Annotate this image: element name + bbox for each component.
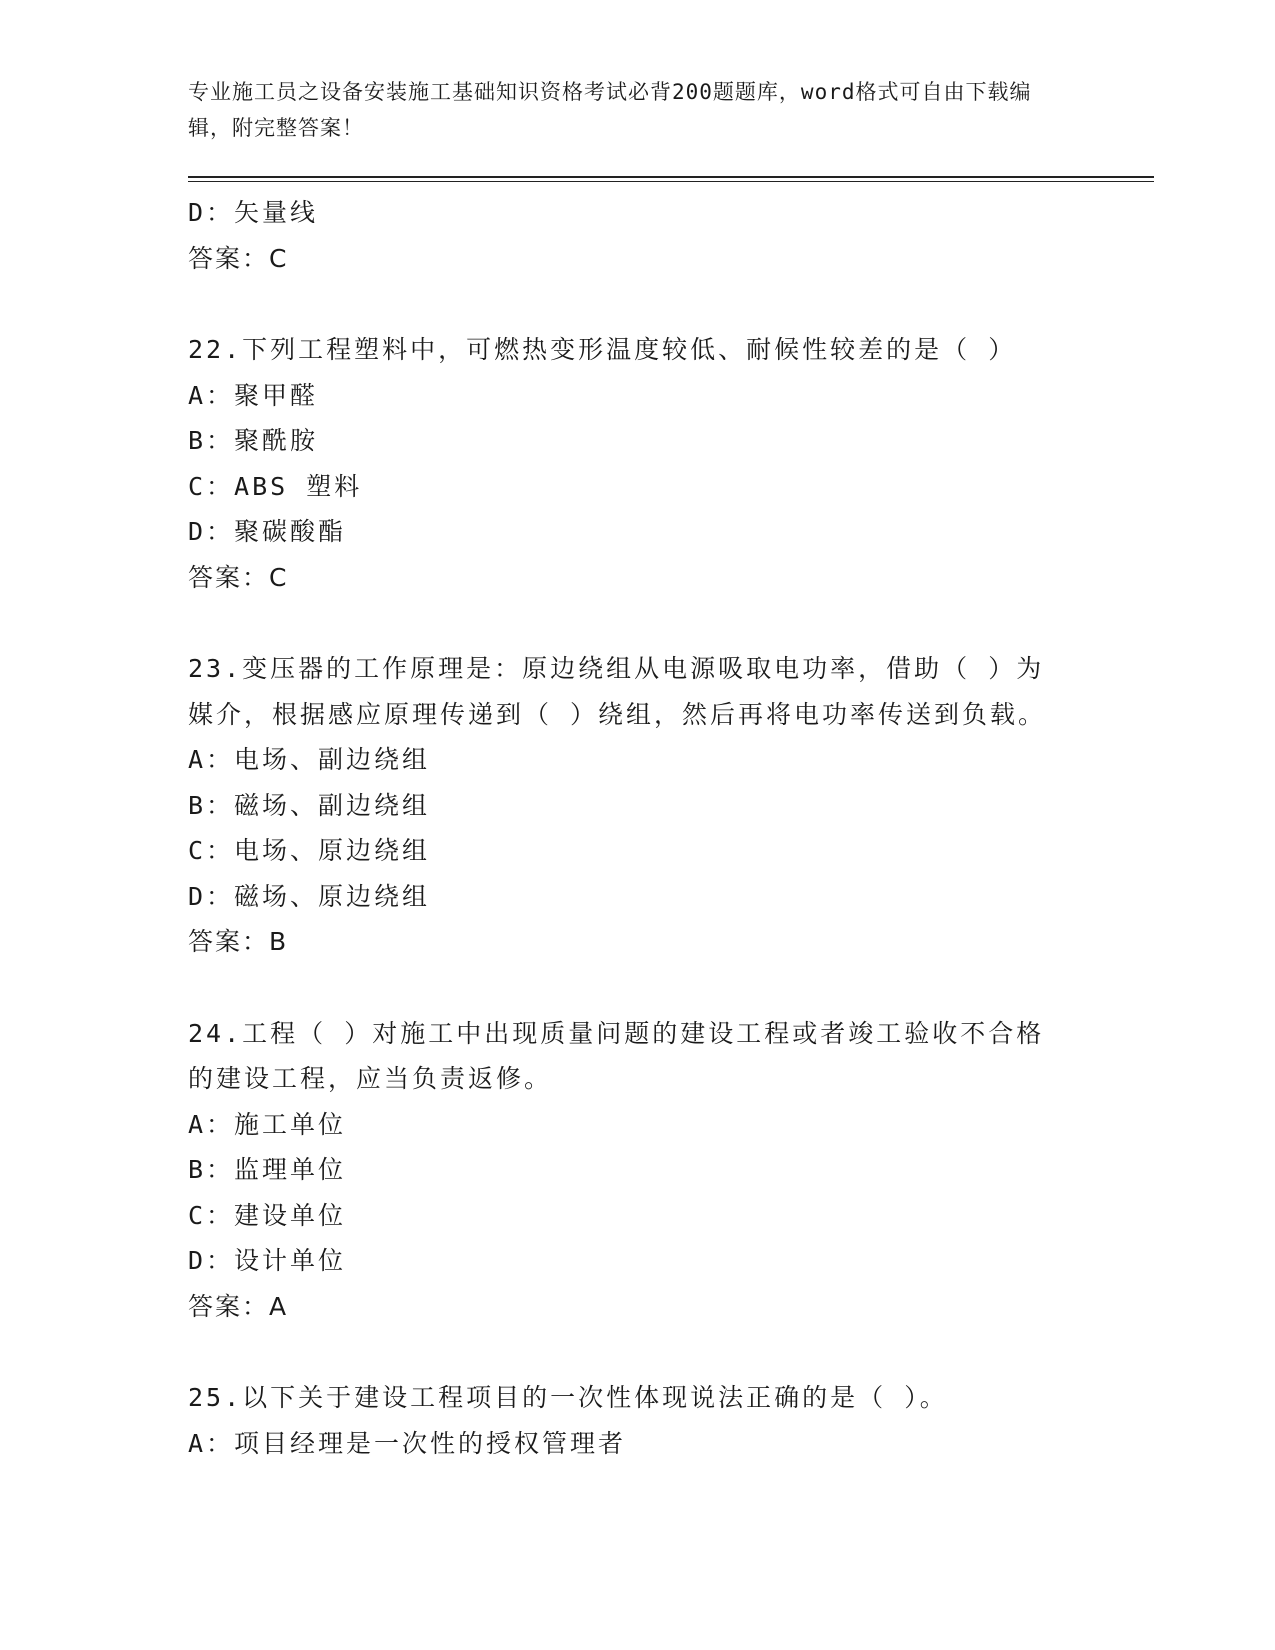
answer-text: 答案：C <box>188 243 289 273</box>
question-spacer <box>188 965 1088 1011</box>
option-c: C：ABS 塑料 <box>188 471 363 501</box>
question-stem: 25.以下关于建设工程项目的一次性体现说法正确的是（ ）。 <box>188 1383 948 1412</box>
answer-text: 答案：A <box>188 1291 289 1321</box>
option-d: D：设计单位 <box>188 1246 347 1275</box>
option-d: D：聚碳酸酯 <box>188 517 347 546</box>
question-23 <box>188 646 1088 965</box>
option-a: A：聚甲醛 <box>188 380 319 410</box>
header-divider <box>188 176 1154 182</box>
option-c: C：电场、原边绕组 <box>188 836 431 865</box>
question-spacer <box>188 600 1088 646</box>
question-24 <box>188 1011 1088 1330</box>
option-b: B：磁场、副边绕组 <box>188 790 431 820</box>
option-a: A：施工单位 <box>188 1109 347 1139</box>
option-d: D：磁场、原边绕组 <box>188 881 431 911</box>
question-stem-line-2: 的建设工程，应当负责返修。 <box>188 1064 553 1093</box>
answer-text: 答案：C <box>188 562 289 592</box>
answer-text: 答案：B <box>188 927 289 956</box>
option-b: B：监理单位 <box>188 1155 347 1184</box>
option-a: A：电场、副边绕组 <box>188 745 431 774</box>
question-stem-line-1: 24.工程（ ）对施工中出现质量问题的建设工程或者竣工验收不合格 <box>188 1018 1045 1048</box>
question-stem: 22.下列工程塑料中，可燃热变形温度较低、耐候性较差的是（ ） <box>188 335 1017 364</box>
option-c: C：建设单位 <box>188 1200 347 1230</box>
question-stem-line-2: 媒介，根据感应原理传递到（ ）绕组，然后再将电功率传送到负载。 <box>188 699 1047 729</box>
document-header: 专业施工员之设备安装施工基础知识资格考试必背200题题库，word格式可自由下载编辑，附完整答案！ <box>188 80 1032 140</box>
option-b: B：聚酰胺 <box>188 426 319 455</box>
question-spacer <box>188 1329 1088 1375</box>
question-list <box>188 190 1088 1466</box>
question-spacer <box>188 281 1088 327</box>
option-a: A：项目经理是一次性的授权管理者 <box>188 1428 627 1458</box>
question-stem-line-1: 23.变压器的工作原理是：原边绕组从电源吸取电功率，借助（ ）为 <box>188 654 1045 683</box>
question-22 <box>188 327 1088 600</box>
question-25 <box>188 1375 1088 1466</box>
option-d: D：矢量线 <box>188 198 319 227</box>
